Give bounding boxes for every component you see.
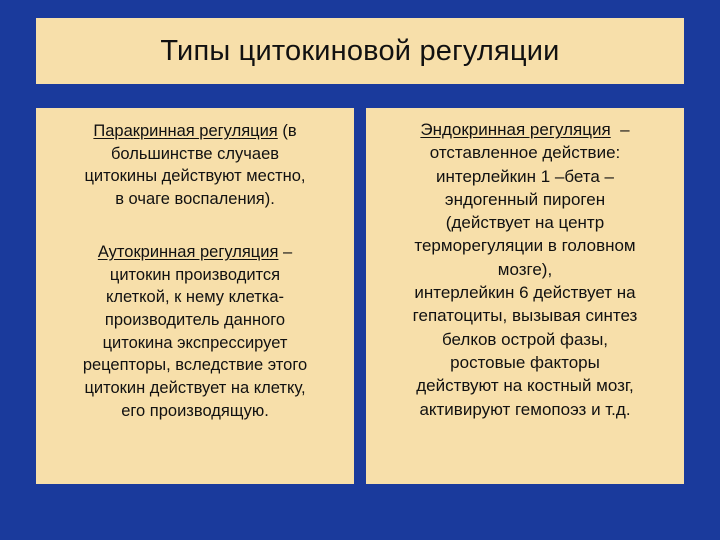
- autocrine-line: –: [278, 242, 293, 261]
- endocrine-line: активируют гемопоэз и т.д.: [419, 399, 631, 419]
- left-panel: [36, 108, 354, 484]
- autocrine-line: цитокин действует на клетку,: [84, 379, 306, 398]
- paracrine-line: в очаге воспаления).: [115, 190, 275, 209]
- autocrine-first-line: [42, 241, 348, 264]
- endocrine-line: (действует на центр: [445, 213, 605, 233]
- endocrine-line: интерлейкин 6 действует на: [414, 283, 636, 303]
- endocrine-line: терморегуляции в головном: [414, 236, 636, 256]
- slide-title: Типы цитокиновой регуляции: [160, 34, 560, 67]
- autocrine-line: цитокина экспрессирует: [102, 333, 288, 352]
- paracrine-term: Паракринная регуляция: [93, 122, 278, 140]
- autocrine-line: производитель данного: [104, 310, 286, 329]
- title-box: [36, 18, 684, 84]
- endocrine-first-line: [372, 118, 678, 141]
- endocrine-line: гепатоциты, вызывая синтез: [412, 306, 638, 326]
- paracrine-paragraph: [42, 120, 348, 211]
- autocrine-line: цитокин производится: [109, 265, 281, 284]
- endocrine-line: интерлейкин 1 –бета –: [435, 166, 615, 186]
- endocrine-paragraph: [372, 118, 678, 421]
- autocrine-line: его производящую.: [121, 401, 269, 420]
- paracrine-first-line: [42, 120, 348, 143]
- autocrine-term: Аутокринная регуляция: [97, 242, 279, 261]
- paracrine-line: цитокины действуют местно,: [84, 167, 306, 186]
- autocrine-paragraph: [42, 241, 348, 423]
- paracrine-line: большинстве случаев: [110, 144, 280, 163]
- endocrine-line: мозге),: [497, 259, 553, 279]
- autocrine-line: рецепторы, вследствие этого: [82, 356, 308, 375]
- endocrine-line: отставленное действие:: [429, 143, 621, 163]
- paragraph-gap: [42, 211, 348, 241]
- endocrine-line: белков острой фазы,: [441, 329, 609, 349]
- endocrine-line: действуют на костный мозг,: [416, 376, 634, 396]
- endocrine-line: ростовые факторы: [450, 352, 600, 372]
- endocrine-term: Эндокринная регуляция: [420, 120, 611, 139]
- right-panel: [366, 108, 684, 484]
- paracrine-line: (в: [277, 122, 297, 140]
- endocrine-line: эндогенный пироген: [444, 189, 606, 209]
- endocrine-line: –: [610, 120, 630, 139]
- autocrine-line: клеткой, к нему клетка-: [105, 288, 285, 307]
